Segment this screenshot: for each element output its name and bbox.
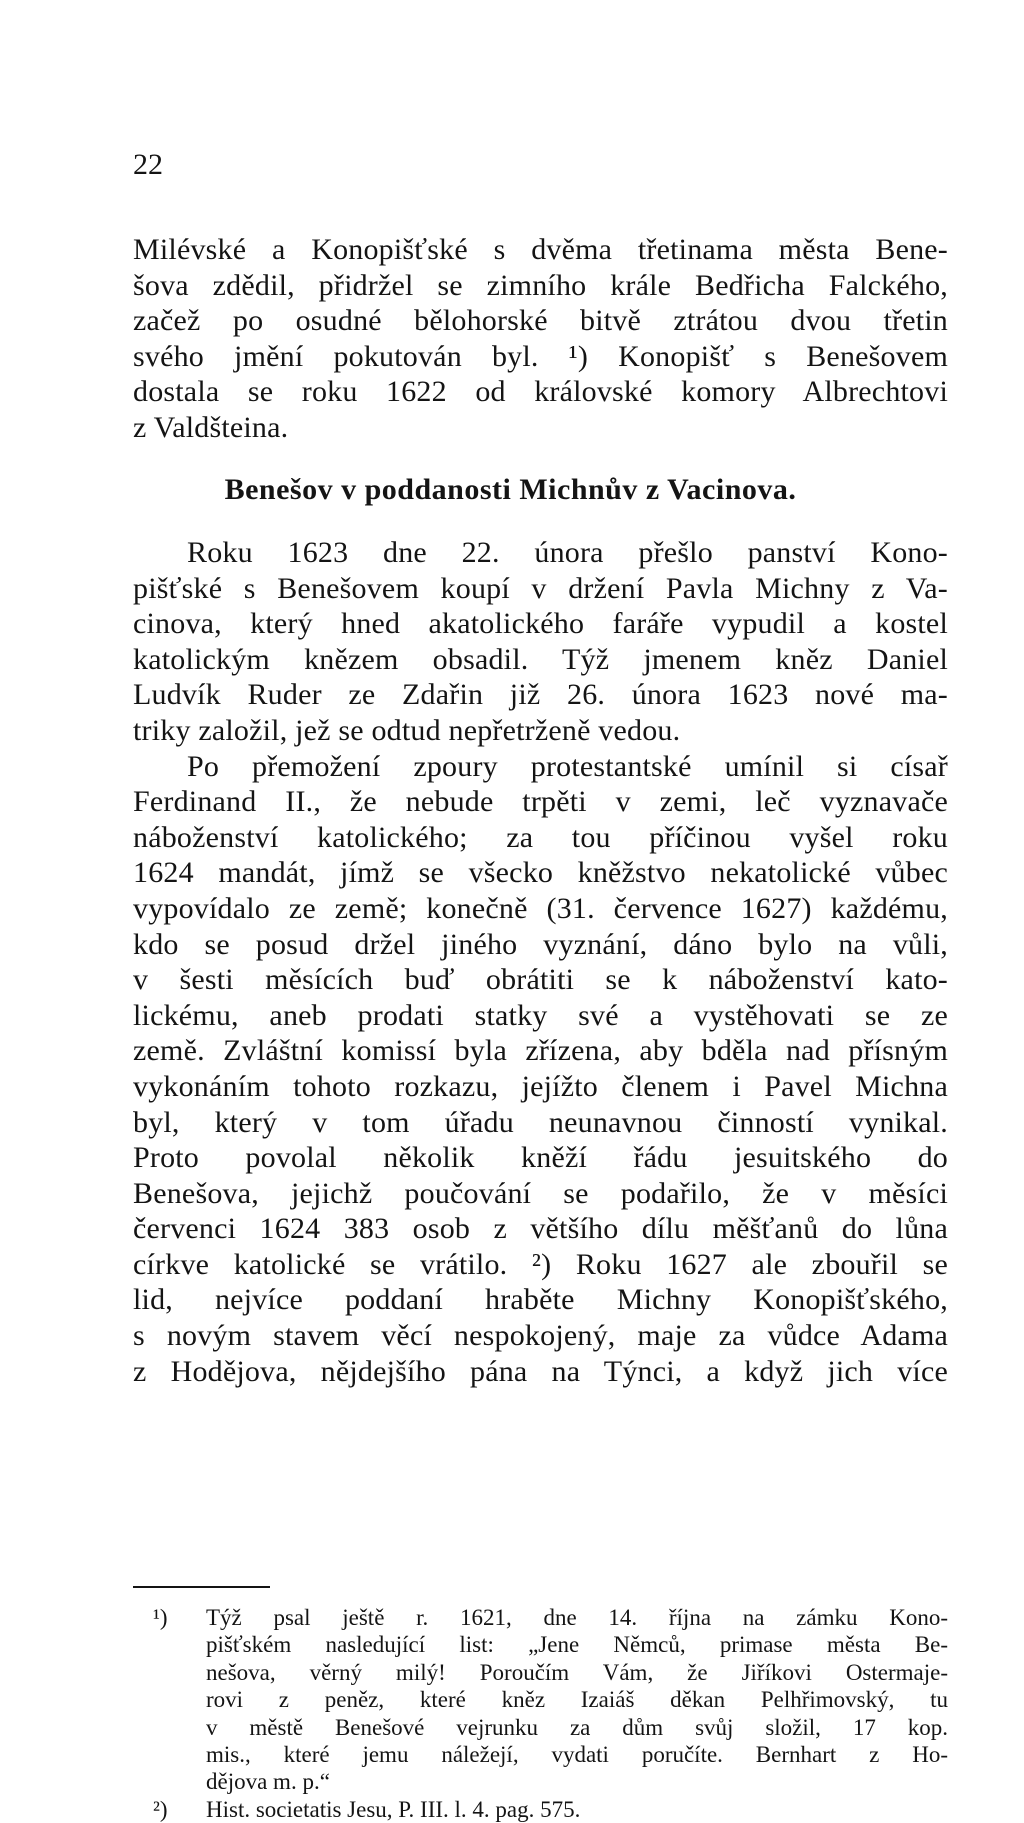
footnote-1-first-line [133,1604,948,1631]
text-line: začež po osudné bělohorské bitvě ztrátou dvou třetin [133,304,948,338]
footnote-divider [133,1586,270,1588]
text-line: červenci 1624 383 osob z většího dílu měšťanů do lůna [133,1212,948,1246]
text-line: triky založil, jež se odtud nepřetrženě vedou. [133,713,681,747]
paragraph-1 [133,232,948,446]
text-line: Milévské a Konopišťské s dvěma třetinama města Bene- [133,233,948,266]
text-line: 1624 mandát, jímž se všecko kněžstvo nekatolické vůbec [133,856,948,890]
text-line: náboženství katolického; za tou příčinou vyšel roku [133,820,948,854]
text-line: lid, nejvíce poddaní hraběte Michny Konopišťského, [133,1283,948,1317]
section-heading: Benešov v poddanosti Michnův z Vacinova. [224,473,797,506]
text-line: Roku 1623 dne 22. února přešlo panství Kono- [187,536,948,569]
footnote-line: mis., které jemu náležejí, vydati poručíte. Bernhart z Ho- [206,1742,948,1768]
footnote-2-marker: ²) [153,1796,168,1822]
text-line: Ferdinand II., že nebude trpěti v zemi, leč vyznavače [133,785,948,819]
text-line: pišťské s Benešovem koupí v držení Pavla Michny z Va- [133,571,948,605]
text-line: lickému, aneb prodati statky své a vystěhovati se ze [133,998,948,1032]
text-line: kdo se posud držel jiného vyznání, dáno bylo na vůli, [133,927,948,961]
body-text [133,535,948,1389]
text-line: cinova, který hned akatolického faráře vypudil a kostel [133,607,948,641]
text-line: vypovídalo ze země; konečně (31. července 1627) každému, [133,891,948,925]
footnote-2-text: Hist. societatis Jesu, P. III. l. 4. pag. 575. [206,1796,581,1822]
text-line: v šesti měsících buď obrátiti se k náboženství kato- [133,963,948,997]
text-line: církve katolické se vrátilo. ²) Roku 1627 ale zbouřil se [133,1247,948,1281]
footnote-line: rovi z peněz, které kněz Izaiáš děkan Pelhřimovský, tu [206,1687,948,1713]
text-line: Ludvík Ruder ze Zdařin již 26. února 1623 nové ma- [133,678,948,712]
text-line: země. Zvláštní komissí byla zřízena, aby bděla nad přísným [133,1034,948,1068]
text-line: vykonáním tohoto rozkazu, jejížto členem i Pavel Michna [133,1069,948,1103]
text-line: katolickým knězem obsadil. Týž jmenem kněz Daniel [133,642,948,676]
footnote-line: nešova, věrný milý! Poroučím Vám, že Jiříkovi Ostermaje- [206,1659,948,1685]
page-number: 22 [133,148,163,181]
text-line: s novým stavem věcí nespokojený, maje za vůdce Adama [133,1319,948,1353]
text-line: byl, který v tom úřadu neunavnou činností vynikal. [133,1105,948,1139]
text-line: z Hodějova, nějdejšího pána na Týnci, a když jich více [133,1354,948,1388]
footnote-line: dějova m. p.“ [206,1769,330,1795]
text-line: dostala se roku 1622 od královské komory Albrechtovi [133,375,948,409]
text-line: šova zdědil, přidržel se zimního krále Bedřicha Falckého, [133,268,948,302]
text-line: Proto povolal několik kněží řádu jesuitského do [133,1141,948,1175]
footnote-line: v městě Benešové vejrunku za dům svůj složil, 17 kop. [206,1714,948,1740]
text-line: Po přemožení zpoury protestantské umínil si císař [187,749,948,783]
footnote-2 [133,1796,948,1823]
footnote-1-marker: ¹) [153,1605,168,1630]
footnote-line: Týž psal ještě r. 1621, dne 14. října na zámku Kono- [206,1605,948,1630]
text-line: z Valdšteina. [133,410,289,444]
footnote-line: pišťském nasledující list: „Jene Němců, primase města Be- [206,1632,948,1658]
text-line: Benešova, jejichž poučování se podařilo, že v měsíci [133,1176,948,1210]
footnotes [133,1604,948,1823]
text-line: svého jmění pokutován byl. ¹) Konopišť s Benešovem [133,339,948,373]
